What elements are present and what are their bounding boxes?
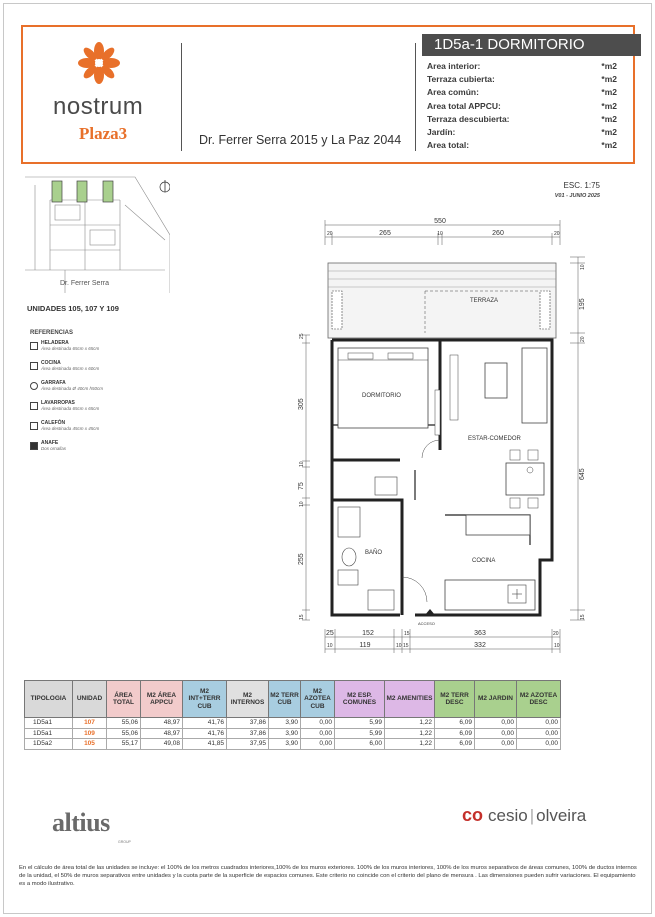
cesio-text: cesio [488, 806, 528, 825]
area-value: *m2 [601, 113, 617, 124]
table-header: M2 TERR DESC [435, 681, 475, 718]
area-row [427, 73, 617, 86]
table-cell: 55,17 [107, 739, 141, 750]
area-row [427, 100, 617, 113]
reference-desc: Área destinada 65cm x 60cm [41, 366, 100, 371]
area-row [427, 126, 617, 139]
table-cell: 105 [73, 739, 107, 750]
cocina-label: COCINA [472, 558, 496, 564]
reference-desc: Área destinada 45cm x 45cm [41, 426, 100, 431]
area-label: Area interior: [427, 61, 481, 71]
unit-title: 1D5a-1 DORMITORIO [422, 34, 641, 56]
dim-top-e: 20 [554, 231, 560, 237]
table-cell: 5,99 [335, 728, 385, 739]
table-cell: 48,97 [141, 728, 183, 739]
reference-item [30, 420, 145, 440]
logo-separator: | [529, 806, 535, 825]
table-cell: 55,06 [107, 718, 141, 729]
units-label: UNIDADES 105, 107 Y 109 [27, 304, 119, 313]
references-title: REFERENCIAS [30, 330, 74, 336]
table-header: ÁREA TOTAL [107, 681, 141, 718]
dim-left-g: 15 [299, 614, 305, 620]
reference-desc: Área destinada 65cm x 65cm [41, 346, 100, 351]
table-row [25, 728, 561, 739]
cesio-olveira-logo [462, 805, 586, 826]
table-cell: 55,06 [107, 728, 141, 739]
reference-item [30, 340, 145, 360]
table-cell: 1,22 [385, 728, 435, 739]
co-logo-icon: co [462, 805, 484, 825]
table-cell: 41,85 [183, 739, 227, 750]
header-divider-2 [415, 43, 416, 151]
dim-bottom-h: 10 [396, 643, 402, 649]
site-plan [25, 175, 170, 293]
estar-label: ESTAR-COMEDOR [468, 436, 521, 442]
stove-icon [30, 362, 38, 370]
area-label: Area total: [427, 140, 470, 151]
area-label: Terraza descubierta: [427, 113, 510, 124]
dim-top-total: 550 [434, 218, 446, 225]
address: Dr. Ferrer Serra 2015 y La Paz 2044 [199, 133, 402, 147]
table-cell: 41,76 [183, 718, 227, 729]
altius-sub: GROUP [118, 840, 131, 844]
brand-subname: Plaza3 [79, 124, 128, 143]
table-header: UNIDAD [73, 681, 107, 718]
table-cell: 1,22 [385, 739, 435, 750]
area-label: Terraza cubierta: [427, 74, 495, 85]
table-header: M2 TERR CUB [269, 681, 301, 718]
table-row [25, 739, 561, 750]
reference-name: CALEFÓN [41, 420, 66, 426]
table-cell: 1D5a2 [25, 739, 73, 750]
dim-top-a: 20 [327, 231, 333, 237]
dim-bottom-b: 152 [362, 630, 374, 637]
table-header: M2 JARDIN [475, 681, 517, 718]
dim-left-d: 75 [298, 482, 305, 490]
flower-logo-icon [73, 37, 183, 87]
area-value: *m2 [601, 140, 617, 151]
reference-name: ANAFE [41, 440, 59, 446]
table-cell: 37,86 [227, 728, 269, 739]
olveira-text: olveira [536, 806, 587, 825]
dim-bottom-k: 10 [554, 643, 560, 649]
area-value: *m2 [601, 74, 617, 85]
dim-top-c: 10 [437, 231, 443, 237]
areas-table [24, 680, 561, 750]
area-label: Area común: [427, 87, 479, 98]
dim-bottom-a: 25 [326, 630, 334, 637]
table-header: M2 INTERNOS [227, 681, 269, 718]
table-cell: 1,22 [385, 718, 435, 729]
table-header: M2 AMENITIES [385, 681, 435, 718]
area-label: Area total APPCU: [427, 100, 501, 111]
area-row [427, 113, 617, 126]
table-cell: 6,00 [335, 739, 385, 750]
reference-item [30, 360, 145, 380]
dim-bottom-e: 20 [553, 631, 559, 637]
dim-top-d: 260 [492, 230, 504, 237]
table-header: M2 INT+TERR CUB [183, 681, 227, 718]
gas-cylinder-icon [30, 382, 38, 390]
dim-left-e: 10 [299, 501, 305, 507]
washer-icon [30, 402, 38, 410]
reference-name: GARRAFA [41, 380, 66, 386]
area-value: *m2 [601, 100, 617, 111]
header-box [21, 25, 635, 164]
reference-name: HELADERA [41, 340, 69, 346]
dim-left-a: 25 [299, 333, 305, 339]
table-cell: 48,97 [141, 718, 183, 729]
dim-bottom-j: 332 [474, 642, 486, 649]
area-row [427, 60, 617, 73]
table-header: TIPOLOGIA [25, 681, 73, 718]
area-value: *m2 [601, 126, 617, 137]
area-value: *m2 [601, 61, 617, 71]
dim-top-b: 265 [379, 230, 391, 237]
area-value: *m2 [601, 87, 617, 98]
site-caption: Dr. Ferrer Serra [60, 280, 110, 287]
dormitorio-label: DORMITORIO [362, 393, 401, 399]
reference-desc: Área destinada 65cm x 65cm [41, 406, 100, 411]
table-cell: 0,00 [301, 739, 335, 750]
reference-item [30, 400, 145, 420]
dim-right-a: 10 [580, 264, 586, 270]
table-cell: 1D5a1 [25, 728, 73, 739]
dim-right-b: 195 [579, 298, 586, 310]
dim-bottom-d: 363 [474, 630, 486, 637]
table-cell: 37,95 [227, 739, 269, 750]
brand-name: nostrum [53, 93, 144, 120]
table-header: M2 AZOTEA DESC [517, 681, 561, 718]
table-cell: 6,09 [435, 718, 475, 729]
table-cell: 109 [73, 728, 107, 739]
dim-left-c: 10 [299, 461, 305, 467]
table-cell: 3,90 [269, 739, 301, 750]
reference-desc: Área destinada Ø 40cm h50cm [41, 386, 104, 391]
area-label: Jardín: [427, 126, 456, 137]
floor-plan [290, 215, 590, 655]
table-cell: 107 [73, 718, 107, 729]
area-row [427, 86, 617, 99]
table-cell: 6,09 [435, 728, 475, 739]
dim-bottom-i: 15 [403, 643, 409, 649]
area-list [427, 60, 617, 152]
table-header: M2 ÁREA APPCU [141, 681, 183, 718]
table-cell: 49,08 [141, 739, 183, 750]
version-label: V01 - JUNIO 2025 [554, 193, 600, 199]
acceso-label: ACCESO [418, 621, 435, 626]
table-cell: 0,00 [301, 728, 335, 739]
table-header: M2 AZOTEA CUB [301, 681, 335, 718]
references [30, 330, 145, 460]
terraza-label: TERRAZA [470, 298, 499, 304]
fridge-icon [30, 342, 38, 350]
table-cell: 6,09 [435, 739, 475, 750]
table-cell: 0,00 [475, 739, 517, 750]
dim-bottom-g: 119 [359, 642, 371, 649]
bano-label: BAÑO [365, 550, 383, 556]
table-cell: 0,00 [301, 718, 335, 729]
reference-name: COCINA [41, 360, 61, 366]
reference-desc: Dos ornallas [41, 446, 67, 451]
table-cell: 1D5a1 [25, 718, 73, 729]
reference-item [30, 380, 145, 400]
table-cell: 3,90 [269, 728, 301, 739]
dim-right-total: 645 [579, 468, 586, 480]
reference-item [30, 440, 145, 460]
header-divider-1 [181, 43, 182, 151]
table-header: M2 ESP. COMUNES [335, 681, 385, 718]
dim-right-d: 15 [580, 614, 586, 620]
table-cell: 0,00 [517, 728, 561, 739]
footnote: En el cálculo de área total de las unidades se incluye: el 100% de los metros cuadrados interiores,100% de los muros exteriores. 100% de los muros interiores, 100% de los muros separativos de áreas comunes, 100% de ductos internos de la unidad, el 50% de muros separativos entre unidades y la cuota parte de la superficie de espacios comunes. Este criterio no coincide con el criterio del plano de mensura . Las dimensiones pueden sufrir variaciones. El equipamiento es a modo ilustrativo. [19, 865, 637, 887]
dim-left-b: 305 [298, 398, 305, 410]
dim-bottom-f: 10 [327, 643, 333, 649]
dim-bottom-c: 15 [404, 631, 410, 637]
table-cell: 0,00 [475, 728, 517, 739]
table-cell: 0,00 [475, 718, 517, 729]
area-row [427, 139, 617, 152]
reference-name: LAVARROPAS [41, 400, 75, 406]
scale-label: ESC. 1:75 [563, 181, 600, 190]
cooktop-icon [30, 442, 38, 450]
altius-logo: altius [52, 808, 110, 837]
table-cell: 3,90 [269, 718, 301, 729]
table-cell: 41,76 [183, 728, 227, 739]
table-cell: 0,00 [517, 718, 561, 729]
table-cell: 5,99 [335, 718, 385, 729]
dim-left-f: 255 [298, 553, 305, 565]
table-row [25, 718, 561, 729]
dim-right-c: 20 [580, 336, 586, 342]
table-cell: 0,00 [517, 739, 561, 750]
water-heater-icon [30, 422, 38, 430]
table-cell: 37,86 [227, 718, 269, 729]
